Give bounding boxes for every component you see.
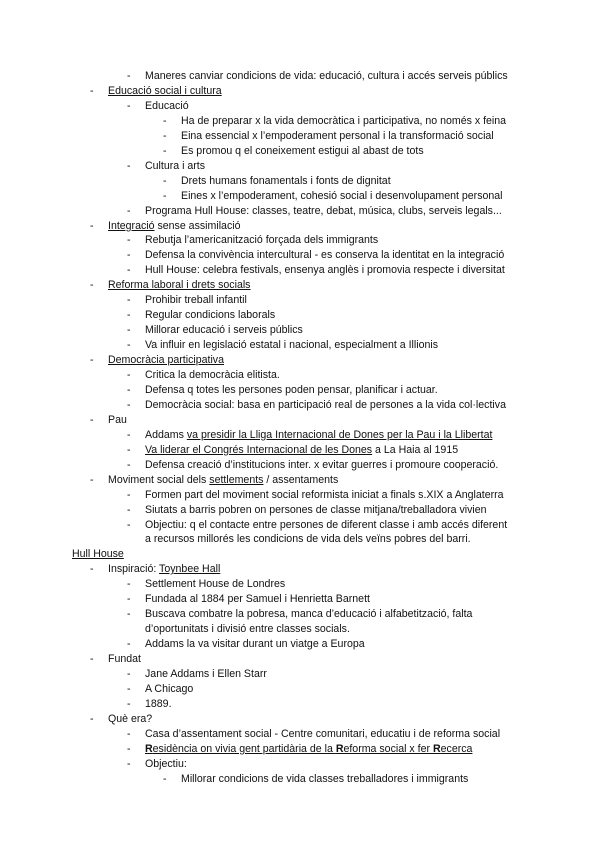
line-text: [108, 220, 241, 233]
bullet-dash: -: [163, 189, 167, 202]
text-segment: / assentaments: [263, 473, 339, 486]
bullet-dash: -: [127, 383, 131, 396]
text-segment: Regular condicions laborals: [145, 309, 276, 322]
text-segment: Hull House: [72, 548, 124, 561]
text-segment: Rebutja l’americanització forçada dels immigrants: [145, 234, 379, 247]
line-text: [145, 205, 502, 218]
bullet-dash: -: [127, 608, 131, 621]
bullet-dash: -: [90, 279, 94, 292]
bullet-dash: -: [127, 682, 131, 695]
bullet-dash: -: [127, 398, 131, 411]
text-segment: Cultura i arts: [145, 159, 206, 172]
text-segment: Millorar educació i serveis públics: [145, 324, 303, 337]
line-text: [181, 145, 424, 158]
bullet-dash: -: [127, 742, 131, 755]
line-text: [145, 264, 505, 277]
bullet-dash: -: [127, 697, 131, 710]
line-text: [145, 593, 370, 606]
text-segment: A Chicago: [145, 682, 194, 695]
bullet-dash: -: [127, 204, 131, 217]
line-text: [145, 698, 172, 711]
line-text: [145, 429, 492, 442]
bullet-dash: -: [127, 159, 131, 172]
line-text: [145, 234, 378, 247]
line-text: [145, 519, 507, 532]
text-segment: Siutats a barris pobren on persones de classe mitjana/treballadora vivien: [145, 503, 487, 516]
bullet-dash: -: [127, 234, 131, 247]
bullet-dash: -: [127, 443, 131, 456]
text-segment: Inspiració:: [108, 563, 160, 576]
bullet-dash: -: [127, 324, 131, 337]
bullet-dash: -: [163, 114, 167, 127]
line-text: [108, 563, 220, 576]
line-text: [108, 85, 222, 98]
text-segment: a La Haia al 1915: [372, 443, 459, 456]
bullet-dash: -: [127, 428, 131, 441]
bullet-dash: -: [90, 84, 94, 97]
text-segment: Què era?: [108, 712, 153, 725]
line-text: [145, 444, 458, 457]
text-segment: Integració: [108, 219, 155, 232]
line-text: [72, 548, 124, 561]
text-segment: Programa Hull House: classes, teatre, debat, música, clubs, serveis legals...: [145, 204, 502, 217]
line-text: [145, 100, 189, 113]
text-segment: Formen part del moviment social reformista iniciat a finals s.XIX a Anglaterra: [145, 488, 504, 501]
text-segment: Democràcia social: basa en participació real de persones a la vida col·lectiva: [145, 398, 506, 411]
text-segment: ecerca: [440, 742, 473, 755]
text-segment: Va influir en legislació estatal i nacional, especialment a Illionis: [145, 339, 439, 352]
text-segment: va presidir la Lliga Internacional de Dones per la Pau i la Llibertat: [186, 428, 493, 441]
bullet-dash: -: [127, 369, 131, 381]
line-text: [145, 249, 504, 262]
line-text: [145, 70, 508, 83]
bullet-dash: -: [90, 653, 94, 666]
line-text: [145, 683, 193, 696]
line-text: [145, 369, 280, 382]
line-text: [145, 668, 267, 681]
text-segment: Fundada al 1884 per Samuel i Henrietta Barnett: [145, 593, 370, 606]
line-text: [181, 773, 468, 786]
text-segment: Addams la va visitar durant un viatge a Europa: [145, 638, 365, 651]
line-text: [145, 608, 472, 621]
bullet-dash: -: [127, 757, 131, 770]
line-text: [145, 384, 438, 397]
line-text: [145, 399, 506, 412]
bullet-dash: -: [90, 712, 94, 725]
bullet-dash: -: [90, 413, 94, 426]
text-segment: Fundat: [108, 653, 141, 666]
bullet-dash: -: [90, 354, 94, 367]
line-text: [108, 713, 152, 726]
text-segment: Prohibir treball infantil: [145, 294, 247, 307]
text-segment: Defensa creació d’institucions inter. x evitar guerres i promoure cooperació.: [145, 458, 499, 471]
text-segment: eforma social x fer: [343, 742, 433, 755]
line-text: [145, 459, 498, 472]
line-text: [181, 175, 391, 188]
bullet-dash: -: [127, 339, 131, 352]
text-segment: Millorar condicions de vida classes treballadores i immigrants: [181, 772, 469, 785]
bullet-dash: -: [127, 668, 131, 680]
line-text: [145, 758, 187, 771]
text-segment: Addams: [145, 428, 187, 441]
bullet-dash: -: [90, 473, 94, 486]
text-segment: Drets humans fonamentals i fonts de dignitat: [181, 174, 391, 187]
line-text: [108, 414, 127, 427]
bullet-dash: -: [163, 174, 167, 187]
line-text: [145, 533, 471, 546]
line-text: [108, 653, 141, 666]
text-segment: Settlement House de Londres: [145, 578, 286, 591]
bullet-dash: -: [163, 129, 167, 142]
line-text: [145, 309, 275, 322]
line-text: [145, 324, 303, 337]
text-segment: Objectiu:: [145, 757, 187, 770]
bullet-dash: -: [127, 458, 131, 471]
line-text: [145, 638, 365, 651]
text-segment: settlements: [209, 473, 264, 486]
line-text: [181, 130, 494, 143]
bullet-dash: -: [127, 99, 131, 112]
line-text: [181, 115, 506, 128]
bullet-dash: -: [127, 488, 131, 501]
text-segment: R: [432, 742, 441, 755]
text-segment: a recursos millorés les condicions de vida dels veïns pobres del barri.: [145, 533, 471, 546]
text-segment: Casa d’assentament social - Centre comunitari, educatiu i de reforma social: [145, 727, 501, 740]
bullet-dash: -: [127, 638, 131, 651]
text-segment: Jane Addams i Ellen Starr: [145, 668, 267, 680]
text-segment: R: [145, 742, 153, 755]
text-segment: Educació social i cultura: [108, 84, 222, 97]
bullet-dash: -: [127, 309, 131, 322]
text-segment: Defensa la convivència intercultural - es conserva la identitat en la integració: [145, 249, 505, 262]
text-segment: Es promou q el coneixement estigui al abast de tots: [181, 144, 424, 157]
text-segment: Toynbee Hall: [159, 563, 221, 576]
text-segment: Ha de preparar x la vida democràtica i participativa, no només x feina: [181, 114, 507, 127]
text-segment: Moviment social dels: [108, 473, 210, 486]
text-segment: Reforma laboral i drets socials: [108, 279, 251, 292]
text-segment: Hull House: celebra festivals, ensenya anglès i promovia respecte i diversitat: [145, 264, 505, 277]
line-text: [145, 339, 438, 352]
text-segment: 1889.: [145, 697, 172, 710]
bullet-dash: -: [127, 503, 131, 516]
text-segment: Defensa q totes les persones poden pensar, planificar i actuar.: [145, 383, 438, 396]
bullet-dash: -: [127, 264, 131, 277]
text-segment: Va liderar el Congrés Internacional de les Dones: [145, 443, 373, 456]
bullet-dash: -: [127, 518, 131, 531]
text-segment: Eines x l’empoderament, cohesió social i desenvolupament personal: [181, 189, 503, 202]
text-segment: sense assimilació: [154, 219, 241, 232]
text-segment: Eina essencial x l’empoderament personal i la transformació social: [181, 129, 494, 142]
text-segment: Buscava combatre la pobresa, manca d’educació i alfabetització, falta: [145, 608, 473, 621]
line-text: [145, 743, 472, 756]
line-text: [145, 294, 247, 307]
bullet-dash: -: [127, 249, 131, 262]
bullet-dash: -: [90, 563, 94, 576]
text-segment: Critica la democràcia elitista.: [145, 369, 280, 381]
line-text: [145, 504, 487, 517]
bullet-dash: -: [127, 70, 131, 82]
line-text: [145, 623, 350, 636]
bullet-dash: -: [127, 578, 131, 591]
line-text: [145, 160, 205, 173]
line-text: [108, 474, 338, 487]
text-segment: R: [335, 742, 344, 755]
line-text: [145, 489, 504, 502]
text-segment: esidència on vivia gent partidària de la: [152, 742, 336, 755]
bullet-dash: -: [127, 593, 131, 606]
line-text: [145, 578, 285, 591]
line-text: [145, 728, 500, 741]
text-segment: d’oportunitats i divisió entre classes socials.: [145, 623, 350, 636]
bullet-dash: -: [90, 219, 94, 232]
line-text: [108, 354, 224, 367]
text-segment: Objectiu: q el contacte entre persones de diferent classe i amb accés diferent: [145, 518, 508, 531]
text-segment: Democràcia participativa: [108, 354, 224, 367]
text-segment: Maneres canviar condicions de vida: educació, cultura i accés serveis públics: [145, 70, 508, 82]
line-text: [181, 190, 503, 203]
bullet-dash: -: [163, 144, 167, 157]
bullet-dash: -: [127, 727, 131, 740]
text-segment: Pau: [108, 413, 127, 426]
bullet-dash: -: [127, 294, 131, 307]
bullet-dash: -: [163, 772, 167, 785]
line-text: [108, 279, 250, 292]
text-segment: Educació: [145, 99, 189, 112]
